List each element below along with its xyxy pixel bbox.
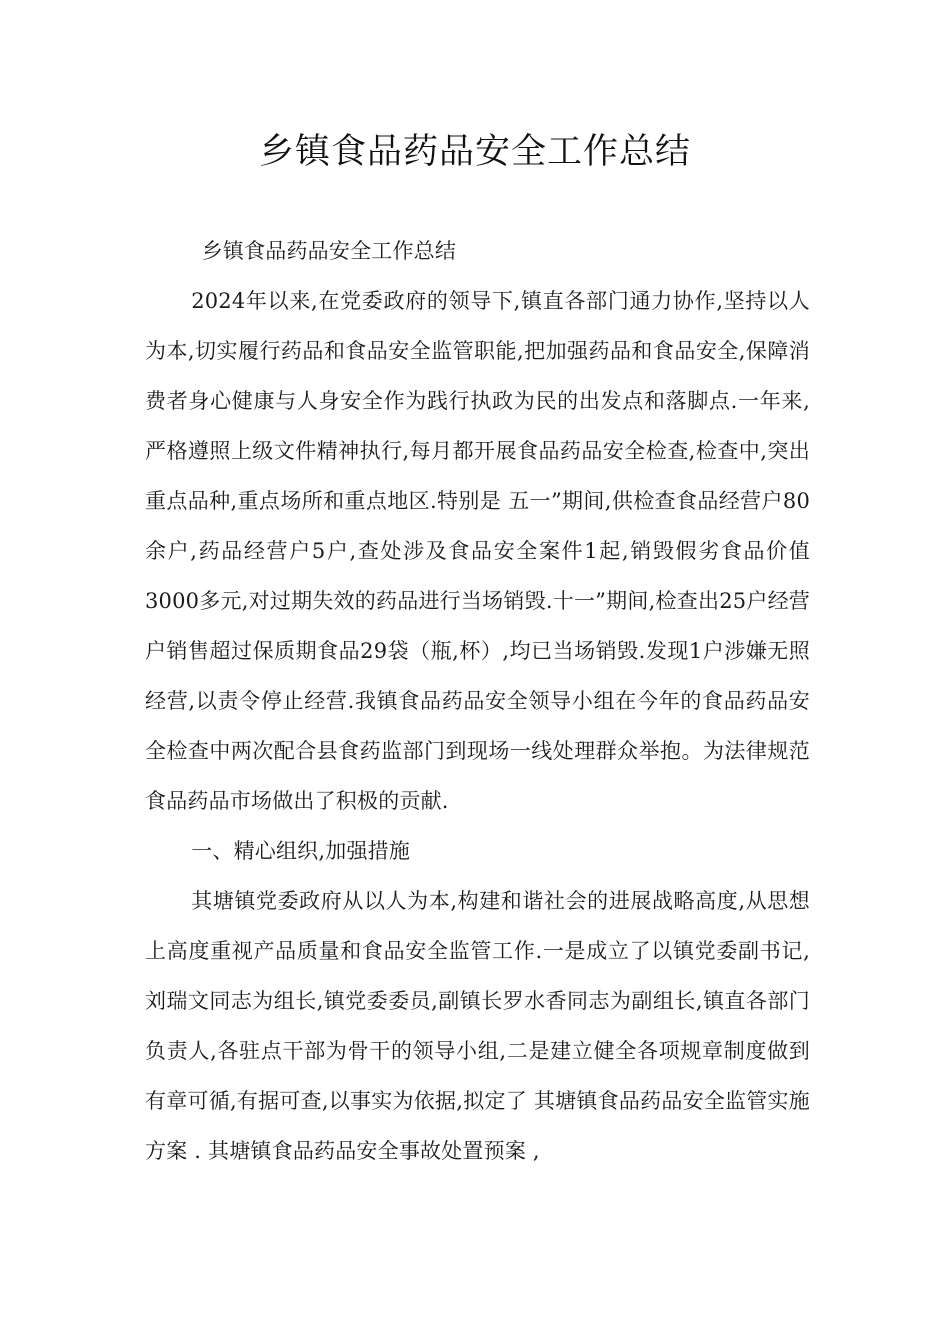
subtitle-paragraph: 乡镇食品药品安全工作总结 xyxy=(201,239,457,263)
document-body xyxy=(145,226,810,1176)
document-title: 乡镇食品药品安全工作总结 xyxy=(258,132,691,172)
organization-paragraph: 其塘镇党委政府从以人为本,构建和谐社会的进展战略高度,从思想上高度重视产品质量和食品安全监管工作.一是成立了以镇党委副书记,刘瑞文同志为组长,镇党委委员,副镇长罗水香同志为副组长,镇直各部门负责人,各驻点干部为骨干的领导小组,二是建立健全各项规章制度做到有章可循,有据可查,以事实为依据,拟定了 其塘镇食品药品安全监管实施方案 . 其塘镇食品药品安全事故处置预案 , xyxy=(145,889,810,1163)
section-heading: 一、精心组织,加强措施 xyxy=(191,839,411,863)
summary-paragraph: 2024年以来,在党委政府的领导下,镇直各部门通力协作,坚持以人为本,切实履行药品和食品安全监管职能,把加强药品和食品安全,保障消费者身心健康与人身安全作为践行执政为民的出发点和落脚点.一年来,严格遵照上级文件精神执行,每月都开展食品药品安全检查,检查中,突出重点品种,重点场所和重点地区.特别是 五一”期间,供检查食品经营户80余户,药品经营户5户,查处涉及食品安全案件1起,销毁假劣食品价值3000多元,对过期失效的药品进行当场销毁.十一”期间,检查出25户经营户销售超过保质期食品29袋（瓶,杯）,均已当场销毁.发现1户涉嫌无照经营,以责令停止经营.我镇食品药品安全领导小组在今年的食品药品安全检查中两次配合县食药监部门到现场一线处理群众举抱。为法律规范食品药品市场做出了积极的贡献. xyxy=(145,289,810,813)
